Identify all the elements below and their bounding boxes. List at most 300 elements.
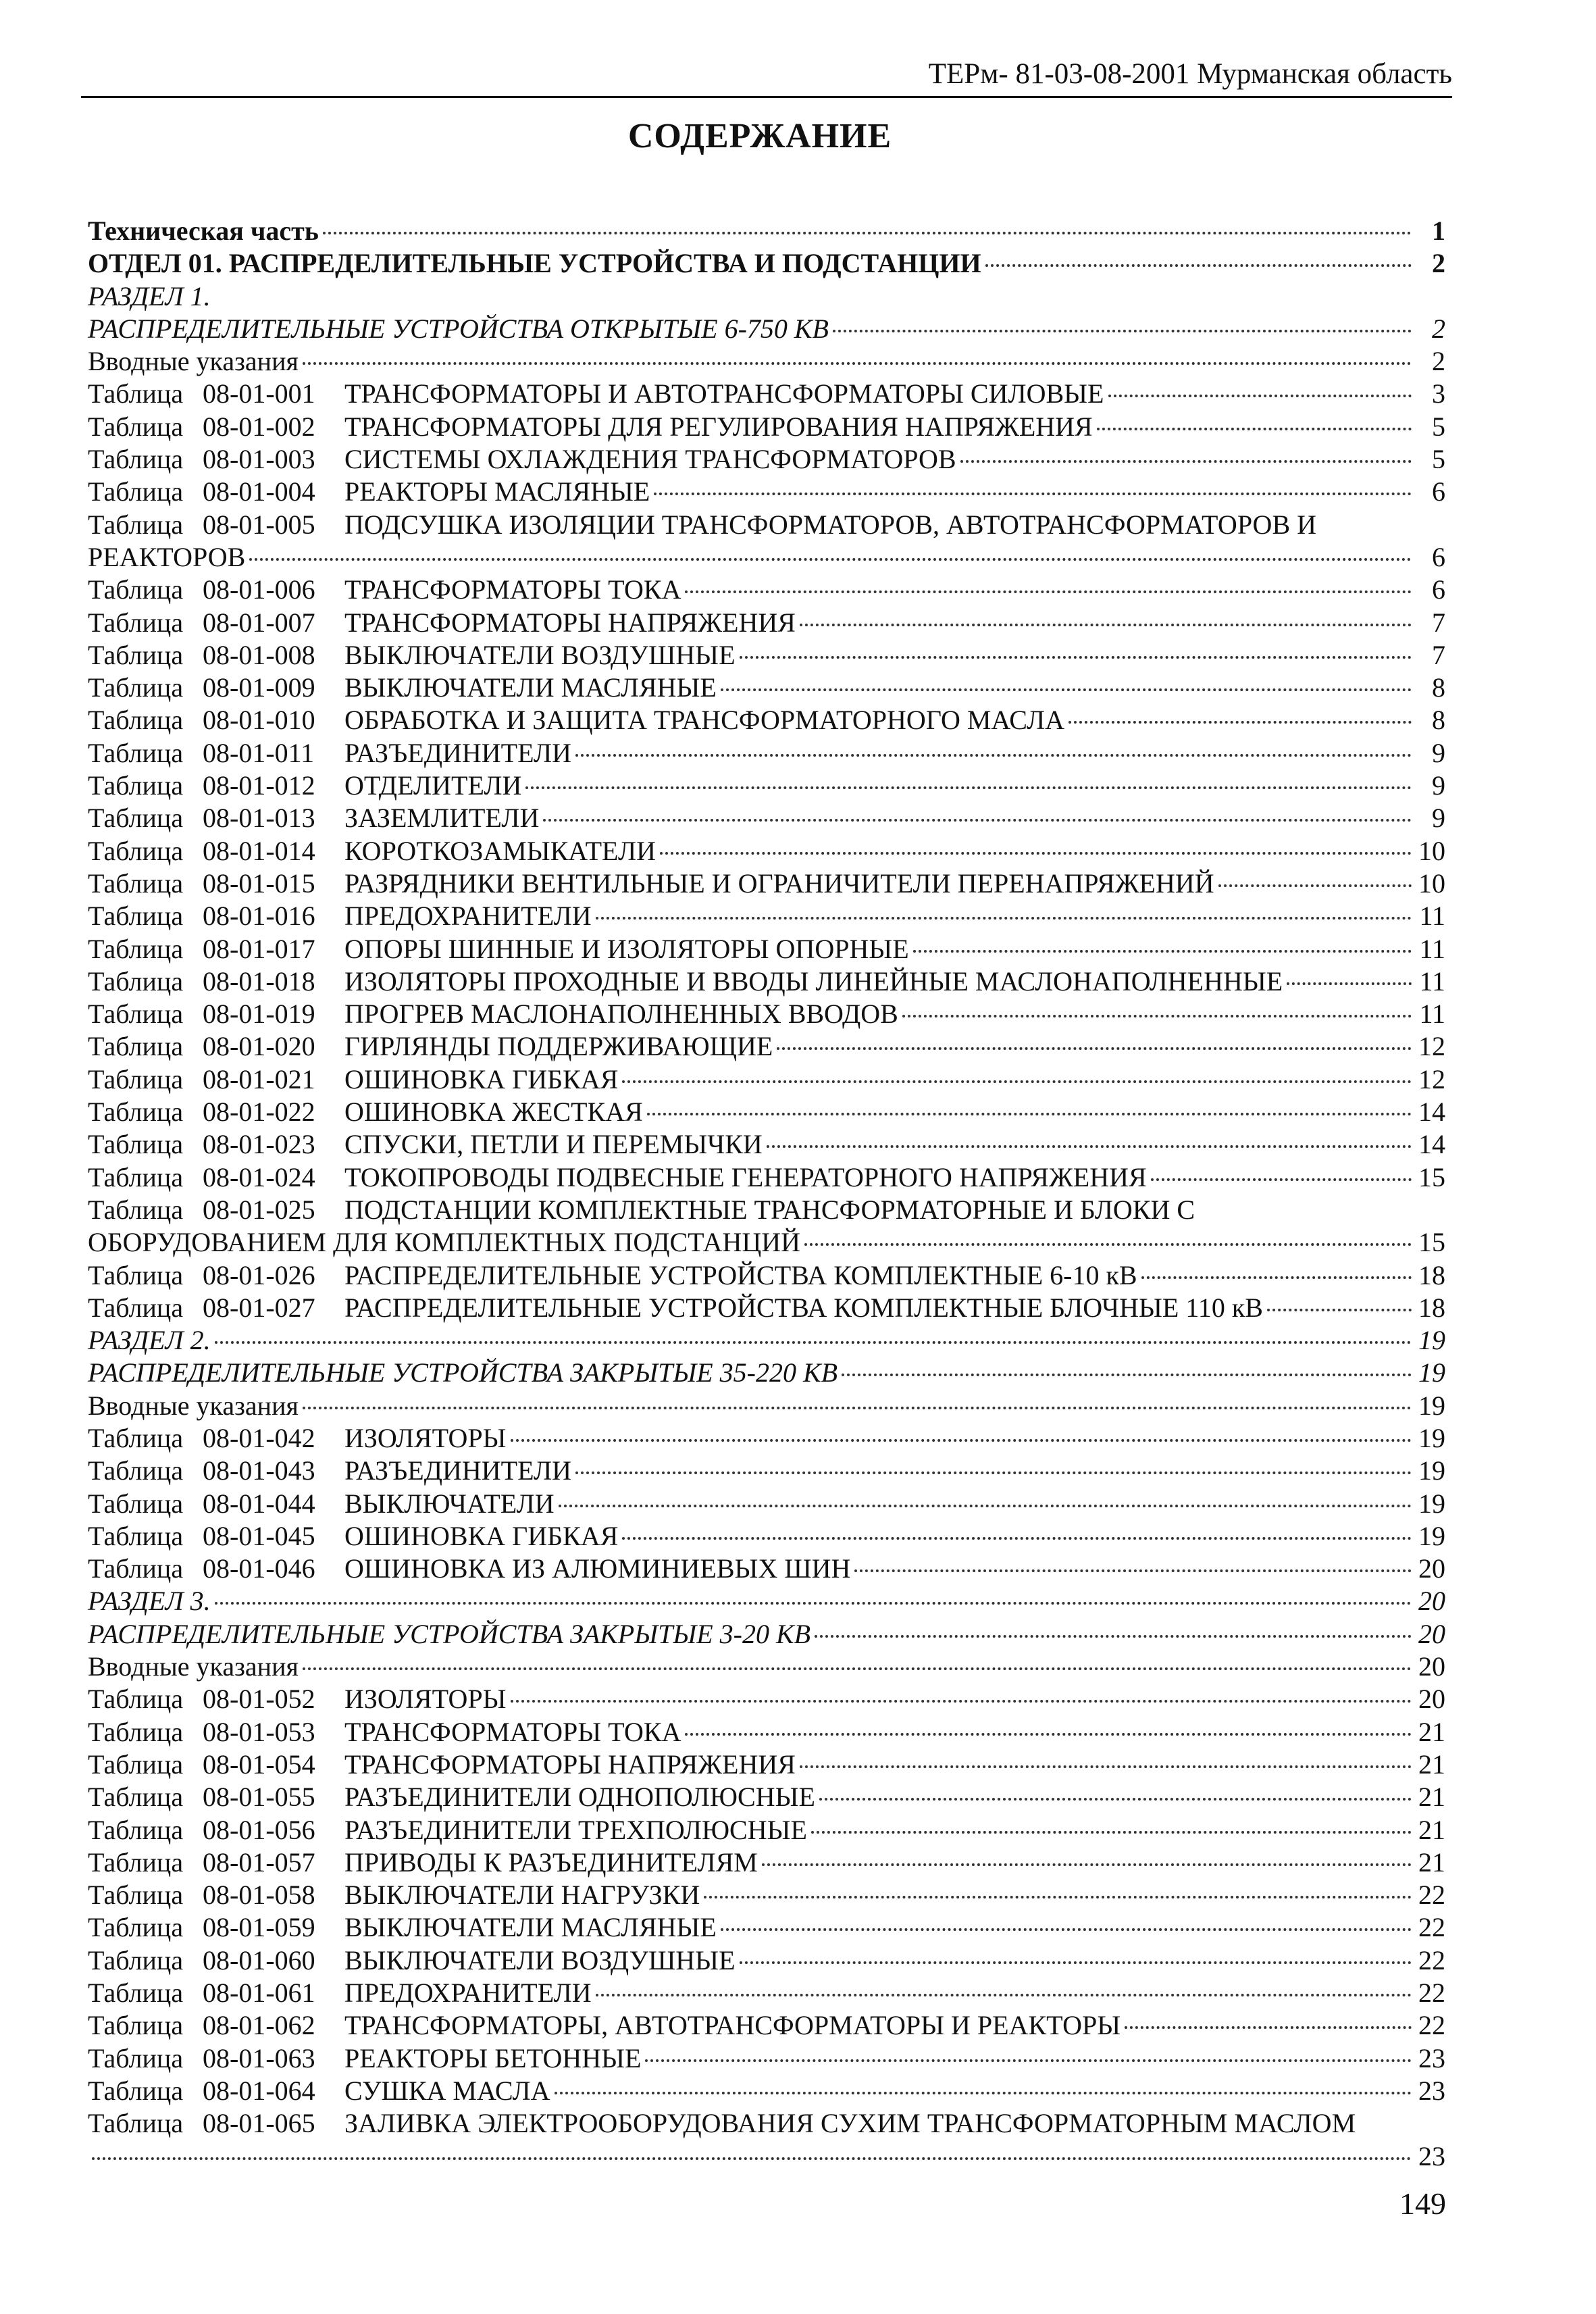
table-ref <box>88 2042 344 2075</box>
dot-leader <box>303 1667 1412 1670</box>
toc-entry-text: РАЗЪЕДИНИТЕЛИ ОДНОПОЛЮСНЫЕ <box>344 1782 815 1813</box>
toc-entry-label <box>88 704 1064 736</box>
toc-entry-label <box>88 411 1093 443</box>
toc-entry-label <box>88 1292 1263 1324</box>
toc-entry-text: ТРАНСФОРМАТОРЫ ДЛЯ РЕГУЛИРОВАНИЯ НАПРЯЖЕНИЯ <box>344 411 1093 442</box>
header-rule <box>81 96 1452 98</box>
table-word: Таблица <box>88 965 184 997</box>
toc-table-entry[interactable] <box>88 965 1445 998</box>
toc-table-entry[interactable] <box>88 1292 1445 1324</box>
toc-entry-continuation[interactable] <box>88 1226 1445 1259</box>
toc-table-entry[interactable] <box>88 1161 1445 1194</box>
dot-leader <box>767 1145 1412 1148</box>
toc-page-number: 23 <box>1418 2075 1445 2106</box>
table-ref <box>88 1814 344 1846</box>
dot-leader <box>575 754 1412 757</box>
toc-page-number: 11 <box>1419 901 1445 932</box>
table-code: 08-01-027 <box>203 1292 315 1323</box>
toc-entry-label <box>88 1488 555 1520</box>
toc-entry-text-continued: РЕАКТОРОВ <box>88 541 246 572</box>
table-word: Таблица <box>88 476 184 507</box>
table-ref <box>88 2009 344 2042</box>
table-ref <box>88 509 344 541</box>
toc-entry-text: Вводные указания <box>88 1390 299 1421</box>
table-code: 08-01-001 <box>203 378 315 409</box>
table-word: Таблица <box>88 574 184 605</box>
toc-entry-text: ВЫКЛЮЧАТЕЛИ <box>344 1488 555 1519</box>
toc-entry-text: РЕАКТОРЫ БЕТОННЫЕ <box>344 2042 642 2073</box>
toc-entry-label <box>88 867 1214 900</box>
toc-entry[interactable] <box>88 1357 1445 1389</box>
toc-page-number: 14 <box>1418 1097 1445 1128</box>
toc-table-entry[interactable] <box>88 1781 1445 1813</box>
table-word: Таблица <box>88 737 184 768</box>
toc-page-number: 20 <box>1418 1553 1445 1584</box>
toc-page-number: 5 <box>1432 411 1445 442</box>
table-ref <box>88 1455 344 1487</box>
toc-entry-text: ТРАНСФОРМАТОРЫ НАПРЯЖЕНИЯ <box>344 607 796 638</box>
toc-entry-text: ОШИНОВКА ГИБКАЯ <box>344 1520 619 1551</box>
dot-leader <box>854 1569 1412 1572</box>
table-code: 08-01-055 <box>203 1782 315 1813</box>
toc-entry-text: РАСПРЕДЕЛИТЕЛЬНЫЕ УСТРОЙСТВА ЗАКРЫТЫЕ 3-20 КВ <box>88 1618 810 1649</box>
dot-leader <box>1151 1178 1412 1181</box>
toc-table-entry[interactable] <box>88 1422 1445 1455</box>
dot-leader <box>721 1928 1412 1931</box>
toc-page-number: 23 <box>1418 2042 1445 2073</box>
toc-entry-label <box>88 1455 571 1487</box>
toc-entry-text: ТРАНСФОРМАТОРЫ НАПРЯЖЕНИЯ <box>344 1749 796 1780</box>
toc-entry-text: Вводные указания <box>88 346 299 377</box>
dot-leader <box>762 1863 1412 1866</box>
toc-entry-text: ЗАЛИВКА ЭЛЕКТРООБОРУДОВАНИЯ СУХИМ ТРАНСФОРМАТОРНЫМ МАСЛОМ <box>344 2108 1356 2139</box>
table-word: Таблица <box>88 1912 184 1943</box>
dot-leader <box>1141 1276 1412 1279</box>
table-code: 08-01-024 <box>203 1161 315 1192</box>
toc-entry-text: ВЫКЛЮЧАТЕЛИ ВОЗДУШНЫЕ <box>344 639 736 670</box>
toc-table-entry[interactable] <box>88 900 1445 932</box>
table-code: 08-01-064 <box>203 2075 315 2106</box>
table-ref <box>88 574 344 606</box>
toc-entry-label <box>88 1683 507 1715</box>
toc-entry[interactable] <box>88 313 1445 345</box>
table-word: Таблица <box>88 835 184 866</box>
table-word: Таблица <box>88 1455 184 1486</box>
toc-page-number: 1 <box>1432 216 1445 246</box>
table-word: Таблица <box>88 2042 184 2073</box>
table-ref <box>88 1128 344 1161</box>
toc-table-entry[interactable] <box>88 1488 1445 1520</box>
dot-leader <box>660 852 1412 855</box>
dot-leader <box>303 1407 1412 1409</box>
dot-leader <box>249 558 1412 561</box>
toc-page-number: 3 <box>1432 378 1445 409</box>
toc-entry-text: Техническая часть <box>88 216 319 246</box>
toc-entry-label <box>88 1781 815 1813</box>
dot-leader <box>647 1113 1412 1115</box>
table-code: 08-01-059 <box>203 1912 315 1943</box>
toc-entry-text: ТРАНСФОРМАТОРЫ, АВТОТРАНСФОРМАТОРЫ И РЕАКТОРЫ <box>344 2010 1121 2041</box>
table-code: 08-01-014 <box>203 835 315 866</box>
toc-table-entry[interactable] <box>88 2042 1445 2075</box>
toc-entry-label <box>88 443 956 476</box>
toc-entry-text: Вводные указания <box>88 1651 299 1682</box>
page-number: 149 <box>1399 2186 1446 2221</box>
toc-page-number: 19 <box>1418 1422 1445 1453</box>
toc-entry-text: ПРЕДОХРАНИТЕЛИ <box>344 1978 592 2009</box>
table-ref <box>88 1030 344 1063</box>
toc-page-number: 9 <box>1432 737 1445 768</box>
table-ref <box>88 1194 344 1226</box>
table-code: 08-01-007 <box>203 607 315 638</box>
table-code: 08-01-017 <box>203 933 315 964</box>
dot-leader <box>815 1635 1412 1638</box>
toc-table-entry[interactable] <box>88 1030 1445 1063</box>
table-code: 08-01-060 <box>203 1944 315 1976</box>
toc-page-number: 21 <box>1418 1749 1445 1780</box>
toc-page-number: 21 <box>1418 1782 1445 1813</box>
toc-page-number: 23 <box>1418 2140 1445 2171</box>
table-ref <box>88 1911 344 1944</box>
table-word: Таблица <box>88 672 184 703</box>
toc-table-entry[interactable] <box>88 1977 1445 2009</box>
table-ref <box>88 802 344 834</box>
table-code: 08-01-009 <box>203 672 315 703</box>
toc-entry-text: ПРИВОДЫ К РАЗЪЕДИНИТЕЛЯМ <box>344 1846 758 1878</box>
table-ref <box>88 965 344 998</box>
toc-table-entry[interactable] <box>88 1911 1445 1944</box>
toc-table-entry[interactable] <box>88 933 1445 965</box>
table-code: 08-01-005 <box>203 509 315 540</box>
dot-leader <box>1108 395 1412 397</box>
toc-page-number: 20 <box>1418 1651 1445 1682</box>
toc-table-entry[interactable] <box>88 998 1445 1030</box>
toc-entry-label <box>88 1977 592 2009</box>
table-word: Таблица <box>88 1292 184 1323</box>
table-word: Таблица <box>88 1161 184 1192</box>
toc-table-entry[interactable] <box>88 1520 1445 1553</box>
table-ref <box>88 1488 344 1520</box>
toc-entry[interactable] <box>88 345 1445 378</box>
toc-entry-text: ВЫКЛЮЧАТЕЛИ НАГРУЗКИ <box>344 1880 700 1911</box>
toc-entry-text: ВЫКЛЮЧАТЕЛИ МАСЛЯНЫЕ <box>344 1912 717 1943</box>
table-code: 08-01-010 <box>203 705 315 736</box>
dot-leader <box>902 1015 1412 1017</box>
toc-table-entry[interactable] <box>88 1128 1445 1161</box>
toc-entry-label <box>88 1846 758 1879</box>
toc-entry-text: ОТДЕЛ 01. РАСПРЕДЕЛИТЕЛЬНЫЕ УСТРОЙСТВА И ПОДСТАНЦИИ <box>88 248 981 279</box>
table-word: Таблица <box>88 1097 184 1128</box>
dot-leader <box>685 1733 1412 1736</box>
toc-section-heading[interactable] <box>88 280 1445 313</box>
toc-table-entry[interactable] <box>88 1259 1445 1292</box>
toc-page-number: 11 <box>1419 933 1445 964</box>
table-word: Таблица <box>88 1063 184 1095</box>
table-ref <box>88 933 344 965</box>
toc-page-number: 18 <box>1418 1259 1445 1290</box>
toc-entry-text: ОТДЕЛИТЕЛИ <box>344 770 522 801</box>
table-ref <box>88 1879 344 1911</box>
dot-leader <box>819 1798 1412 1801</box>
toc-entry-label <box>88 672 717 704</box>
toc-page-number: 11 <box>1419 999 1445 1030</box>
dot-leader <box>511 1700 1412 1703</box>
toc-table-entry[interactable] <box>88 1455 1445 1487</box>
table-word: Таблица <box>88 1782 184 1813</box>
toc-page-number: 22 <box>1418 2010 1445 2041</box>
toc-page-number: 19 <box>1418 1488 1445 1519</box>
toc-entry-label <box>88 770 521 802</box>
table-word: Таблица <box>88 1978 184 2009</box>
toc-page-number: 10 <box>1418 835 1445 866</box>
toc-entry-text-continued: ОБОРУДОВАНИЕМ ДЛЯ КОМПЛЕКТНЫХ ПОДСТАНЦИЙ <box>88 1227 801 1258</box>
table-code: 08-01-023 <box>203 1129 315 1160</box>
toc-page-number: 12 <box>1418 1031 1445 1062</box>
table-code: 08-01-058 <box>203 1880 315 1911</box>
toc-entry-text: ИЗОЛЯТОРЫ <box>344 1422 507 1453</box>
toc-table-entry[interactable] <box>88 639 1445 672</box>
toc-entry-text: ГИРЛЯНДЫ ПОДДЕРЖИВАЮЩИЕ <box>344 1031 773 1062</box>
table-code: 08-01-026 <box>203 1259 315 1290</box>
dot-leader <box>1125 2026 1412 2029</box>
table-word: Таблица <box>88 1553 184 1584</box>
toc-table-entry[interactable] <box>88 1716 1445 1749</box>
toc-entry-label <box>88 2042 641 2075</box>
toc-entry-label <box>88 639 736 672</box>
toc-table-entry[interactable] <box>88 1944 1445 1977</box>
toc-table-entry[interactable] <box>88 411 1445 443</box>
table-ref <box>88 1259 344 1292</box>
table-word: Таблица <box>88 639 184 670</box>
table-word: Таблица <box>88 1944 184 1976</box>
toc-entry[interactable] <box>88 1324 1445 1357</box>
toc-table-entry[interactable] <box>88 2009 1445 2042</box>
toc-table-entry[interactable] <box>88 607 1445 639</box>
toc-page-number: 6 <box>1432 541 1445 572</box>
table-code: 08-01-045 <box>203 1520 315 1551</box>
table-code: 08-01-042 <box>203 1422 315 1453</box>
toc-entry-text: РАЗРЯДНИКИ ВЕНТИЛЬНЫЕ И ОГРАНИЧИТЕЛИ ПЕРЕНАПРЯЖЕНИЙ <box>344 867 1214 899</box>
toc-page-number: 9 <box>1432 770 1445 801</box>
table-ref <box>88 1553 344 1585</box>
dot-leader <box>543 819 1412 822</box>
table-ref <box>88 411 344 443</box>
toc-table-entry[interactable] <box>88 1683 1445 1715</box>
dot-leader <box>511 1439 1412 1442</box>
toc-page-number: 10 <box>1418 867 1445 899</box>
toc-page-number: 8 <box>1432 672 1445 703</box>
table-word: Таблица <box>88 1716 184 1747</box>
table-word: Таблица <box>88 933 184 964</box>
toc-page-number: 21 <box>1418 1846 1445 1878</box>
dot-leader <box>740 656 1412 659</box>
dot-leader <box>525 786 1412 789</box>
toc-entry-label <box>88 476 650 508</box>
toc-page-number: 20 <box>1418 1684 1445 1715</box>
dot-leader <box>960 460 1412 463</box>
table-ref <box>88 378 344 410</box>
toc-table-entry[interactable] <box>88 835 1445 867</box>
toc-entry-text: РАЗДЕЛ 1. <box>88 280 211 311</box>
toc-table-entry[interactable] <box>88 509 1445 541</box>
table-code: 08-01-018 <box>203 965 315 997</box>
dot-leader <box>555 2092 1412 2094</box>
table-ref <box>88 770 344 802</box>
table-ref <box>88 998 344 1030</box>
toc-page-number: 22 <box>1418 1880 1445 1911</box>
table-ref <box>88 672 344 704</box>
toc-table-entry[interactable] <box>88 1846 1445 1879</box>
toc-table-entry[interactable] <box>88 1553 1445 1585</box>
toc-entry-continuation[interactable] <box>88 541 1445 574</box>
table-code: 08-01-004 <box>203 476 315 507</box>
toc-page-number: 18 <box>1418 1292 1445 1323</box>
table-ref <box>88 476 344 508</box>
toc-table-entry[interactable] <box>88 1096 1445 1128</box>
toc-table-entry[interactable] <box>88 1814 1445 1846</box>
toc-entry[interactable] <box>88 247 1445 280</box>
toc-table-entry[interactable] <box>88 476 1445 508</box>
dot-leader <box>842 1374 1412 1376</box>
toc-entry[interactable] <box>88 215 1445 247</box>
toc-entry-label <box>88 900 592 932</box>
toc-entry-label <box>88 1422 507 1455</box>
toc-table-entry[interactable] <box>88 704 1445 736</box>
toc-page-number: 6 <box>1432 574 1445 605</box>
table-word: Таблица <box>88 1129 184 1160</box>
table-word: Таблица <box>88 1880 184 1911</box>
toc-table-entry[interactable] <box>88 770 1445 802</box>
table-ref <box>88 1292 344 1324</box>
toc-entry-label <box>88 933 909 965</box>
toc-page-number: 21 <box>1418 1814 1445 1845</box>
dot-leader <box>92 2157 1412 2160</box>
toc-entry-text: РЕАКТОРЫ МАСЛЯНЫЕ <box>344 476 650 507</box>
toc-entry-label <box>88 1030 773 1063</box>
table-ref <box>88 1063 344 1096</box>
toc-entry[interactable] <box>88 1651 1445 1683</box>
toc-entry-text: ОБРАБОТКА И ЗАЩИТА ТРАНСФОРМАТОРНОГО МАСЛА <box>344 705 1064 736</box>
toc-table-entry[interactable] <box>88 1749 1445 1781</box>
table-code: 08-01-015 <box>203 867 315 899</box>
dot-leader <box>800 1765 1412 1768</box>
table-code: 08-01-061 <box>203 1978 315 2009</box>
toc-entry-label <box>88 737 571 770</box>
toc-entry-text: ТРАНСФОРМАТОРЫ ТОКА <box>344 574 681 605</box>
dot-leader <box>685 590 1412 593</box>
toc-page-number: 12 <box>1418 1063 1445 1095</box>
table-word: Таблица <box>88 1031 184 1062</box>
toc-entry-text: РАСПРЕДЕЛИТЕЛЬНЫЕ УСТРОЙСТВА КОМПЛЕКТНЫЕ 6-10 кВ <box>344 1259 1137 1290</box>
toc-entry-label <box>88 607 796 639</box>
toc-entry-text: РАЗЪЕДИНИТЕЛИ <box>344 1455 572 1486</box>
table-word: Таблица <box>88 411 184 442</box>
table-ref <box>88 704 344 736</box>
table-word: Таблица <box>88 770 184 801</box>
toc-entry[interactable] <box>88 1585 1445 1617</box>
toc-entry-text: ПРОГРЕВ МАСЛОНАПОЛНЕННЫХ ВВОДОВ <box>344 999 898 1030</box>
toc-entry-continuation[interactable] <box>88 2140 1445 2173</box>
running-header: ТЕРм- 81-03-08-2001 Мурманская область <box>928 58 1452 90</box>
table-code: 08-01-056 <box>203 1814 315 1845</box>
table-word: Таблица <box>88 1520 184 1551</box>
table-code: 08-01-002 <box>203 411 315 442</box>
table-word: Таблица <box>88 803 184 834</box>
table-code: 08-01-020 <box>203 1031 315 1062</box>
toc-table-entry[interactable] <box>88 672 1445 704</box>
dot-leader <box>215 1341 1412 1344</box>
table-ref <box>88 1781 344 1813</box>
toc-table-entry[interactable] <box>88 443 1445 476</box>
dot-leader <box>985 264 1412 267</box>
toc-entry-label <box>88 1911 717 1944</box>
toc-table-entry[interactable] <box>88 2107 1445 2140</box>
table-code: 08-01-043 <box>203 1455 315 1486</box>
toc-table-entry[interactable] <box>88 2075 1445 2107</box>
table-word: Таблица <box>88 1422 184 1453</box>
table-word: Таблица <box>88 705 184 736</box>
table-word: Таблица <box>88 2010 184 2041</box>
table-code: 08-01-046 <box>203 1553 315 1584</box>
toc-table-entry[interactable] <box>88 378 1445 410</box>
toc-page-number: 7 <box>1432 639 1445 670</box>
toc-page-number: 5 <box>1432 444 1445 475</box>
toc-entry-label <box>88 835 656 867</box>
toc-entry-label <box>88 2075 550 2107</box>
table-code: 08-01-006 <box>203 574 315 605</box>
table-word: Таблица <box>88 2108 184 2139</box>
toc-table-entry[interactable] <box>88 1879 1445 1911</box>
toc-page-number: 2 <box>1432 248 1445 279</box>
table-code: 08-01-053 <box>203 1716 315 1747</box>
dot-leader <box>1267 1309 1412 1311</box>
toc-entry-label <box>88 1096 643 1128</box>
toc-entry-label <box>88 1749 796 1781</box>
toc-table-entry[interactable] <box>88 802 1445 834</box>
toc-entry[interactable] <box>88 1390 1445 1422</box>
table-word: Таблица <box>88 1846 184 1878</box>
table-ref <box>88 1161 344 1194</box>
dot-leader <box>740 1961 1412 1964</box>
dot-leader <box>622 1537 1412 1540</box>
dot-leader <box>596 917 1412 920</box>
table-code: 08-01-022 <box>203 1097 315 1128</box>
toc-entry-label <box>88 998 898 1030</box>
table-ref <box>88 1520 344 1553</box>
dot-leader <box>800 624 1412 626</box>
toc-entry-text: ИЗОЛЯТОРЫ ПРОХОДНЫЕ И ВВОДЫ ЛИНЕЙНЫЕ МАСЛОНАПОЛНЕННЫЕ <box>344 965 1283 997</box>
toc-table-entry[interactable] <box>88 574 1445 606</box>
toc-table-entry[interactable] <box>88 1194 1445 1226</box>
toc-page-number: 22 <box>1418 1944 1445 1976</box>
table-code: 08-01-062 <box>203 2010 315 2041</box>
toc-entry-label <box>88 1161 1147 1194</box>
toc-entry-label <box>88 1879 700 1911</box>
toc-entry-text: ПОДСУШКА ИЗОЛЯЦИИ ТРАНСФОРМАТОРОВ, АВТОТРАНСФОРМАТОРОВ И <box>344 509 1317 540</box>
dot-leader <box>596 1994 1412 1996</box>
toc-table-entry[interactable] <box>88 737 1445 770</box>
table-ref <box>88 835 344 867</box>
toc-entry-label <box>88 1944 736 1977</box>
dot-leader <box>804 1243 1412 1246</box>
toc-table-entry[interactable] <box>88 867 1445 900</box>
toc-entry-text: СПУСКИ, ПЕТЛИ И ПЕРЕМЫЧКИ <box>344 1129 763 1160</box>
toc-entry-text: ПРЕДОХРАНИТЕЛИ <box>344 901 592 932</box>
toc-entry[interactable] <box>88 1618 1445 1651</box>
toc-entry-text: ВЫКЛЮЧАТЕЛИ МАСЛЯНЫЕ <box>344 672 717 703</box>
toc-table-entry[interactable] <box>88 1063 1445 1096</box>
dot-leader <box>721 688 1412 691</box>
